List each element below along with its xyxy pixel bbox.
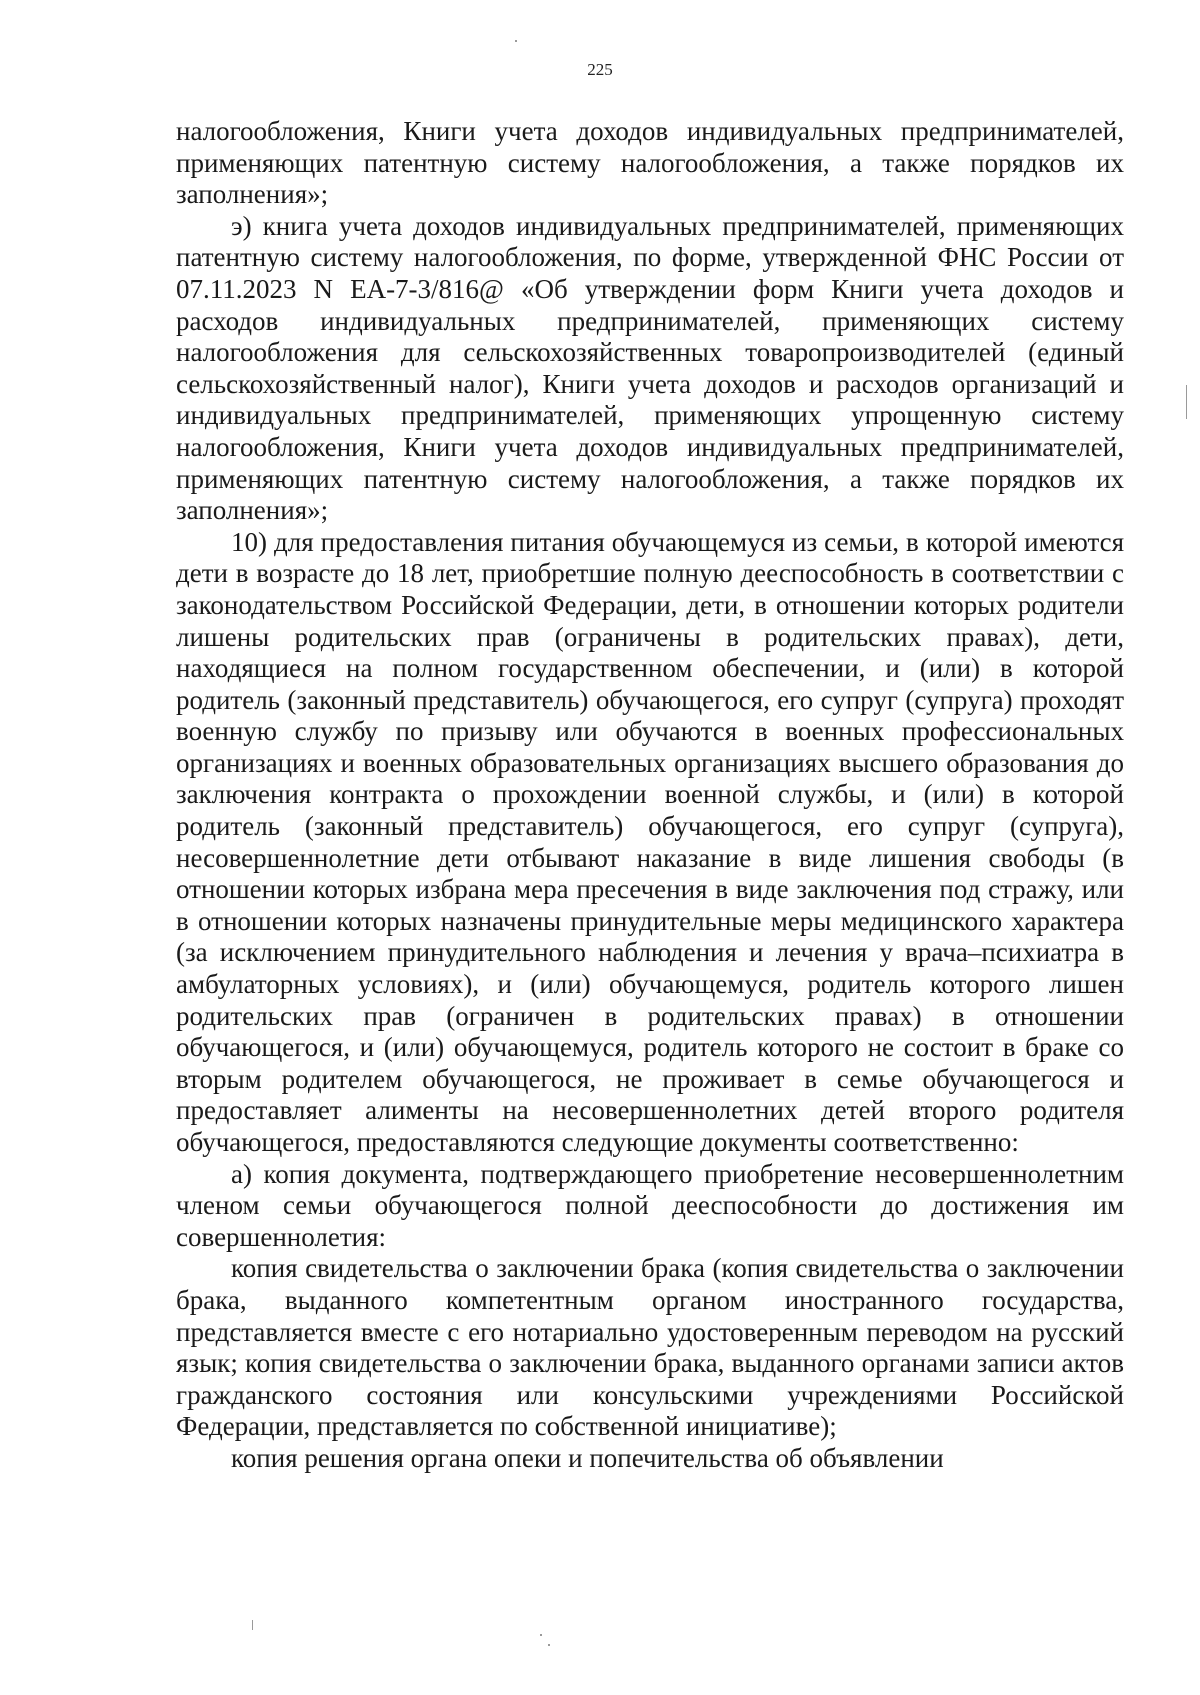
scan-speck — [548, 1644, 550, 1646]
scan-speck — [515, 40, 517, 42]
paragraph-item-10: 10) для предоставления питания обучающемуся из семьи, в которой имеются дети в возрасте до 18 лет, приобретшие полную дееспособность в соответствии с законодательством Российской Федерации, дети, в отношении которых родители лишены родительских прав (ограничены в родительских правах), дети, находящиеся на полном государственном обеспечении, и (или) в которой родитель (законный представитель) обучающегося, его супруг (супруга) проходят военную службу по призыву или обучаются в военных профессиональных организациях и военных образовательных организациях высшего образования до заключения контракта о прохождении военной службы, и (или) в которой родитель (законный представитель) обучающегося, его супруг (супруга), несовершеннолетние дети отбывают наказание в виде лишения свободы (в отношении которых избрана мера пресечения в виде заключения под стражу, или в отношении которых назначены принудительные меры медицинского характера (за исключением принудительного наблюдения и лечения у врача–психиатра в амбулаторных условиях), и (или) обучающемуся, родитель которого лишен родительских прав (ограничен в родительских правах) в отношении обучающегося, и (или) обучающемуся, родитель которого не состоит в браке со вторым родителем обучающегося, не проживает в семье обучающегося и предоставляет алименты на несовершеннолетних детей второго родителя обучающегося, предоставляются следующие документы соответственно: — [176, 526, 1124, 1157]
paragraph-continuation: налогообложения, Книги учета доходов индивидуальных предпринимателей, применяющих патентную систему налогообложения, а также порядков их заполнения»; — [176, 116, 1124, 210]
paragraph-guardianship-decision: копия решения органа опеки и попечительства об объявлении — [231, 1442, 944, 1473]
scan-speck — [540, 1634, 542, 1636]
paragraph-marriage-certificate: копия свидетельства о заключении брака (копия свидетельства о заключении брака, выданного компетентным органом иностранного государства, представляется вместе с его нотариально удостоверенным переводом на русский язык; копия свидетельства о заключении брака, выданного органами записи актов гражданского состояния или консульскими учреждениями Российской Федерации, представляется по собственной инициативе); — [176, 1253, 1124, 1442]
paragraph-item-e: э) книга учета доходов индивидуальных предпринимателей, применяющих патентную систему налогообложения, по форме, утвержденной ФНС России от 07.11.2023 N ЕА-7-3/816@ «Об утверждении форм Книги учета доходов и расходов индивидуальных предпринимателей, применяющих систему налогообложения для сельскохозяйственных товаропроизводителей (единый сельскохозяйственный налог), Книги учета доходов и расходов организаций и индивидуальных предпринимателей, применяющих упрощенную систему налогообложения, Книги учета доходов индивидуальных предпринимателей, применяющих патентную систему налогообложения, а также порядков их заполнения»; — [176, 210, 1124, 526]
scan-speck — [1186, 385, 1187, 419]
paragraph-subitem-a: а) копия документа, подтверждающего приобретение несовершеннолетним членом семьи обучающегося полной дееспособности до достижения им совершеннолетия: — [176, 1158, 1124, 1252]
document-body — [176, 116, 1124, 1475]
page-number: 225 — [587, 60, 613, 79]
scan-speck — [252, 1620, 253, 1630]
